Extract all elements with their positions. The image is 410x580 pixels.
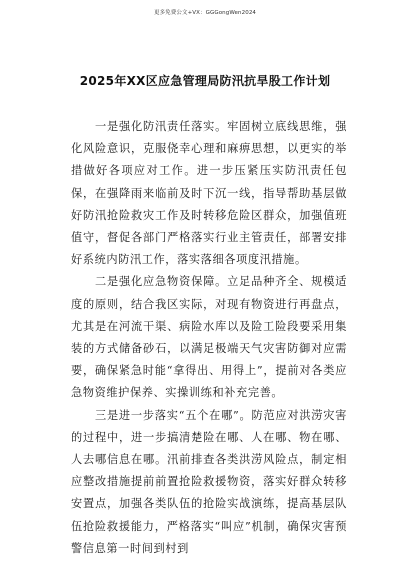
paragraph-3: 三是进一步落实“五个在哪”。防范应对洪涝灾害的过程中，进一步搞清楚险在哪、人在哪、物在哪、人去哪信息在哪。汛前排查各类洪涝风险点，制定相应整改措施提前前置抢险救援物资，落实好群众转移安置点，加强各类队伍的抢险实战演练，提高基层队伍抢险救援能力，严格落实“叫应”机制，确保灾害预警信息第一时间到村到: [71, 408, 347, 555]
paragraph-2: 二是强化应急物资保障。立足品种齐全、规模适度的原则，结合我区实际，对现有物资进行再盘点，尤其是在河流干渠、病险水库以及险工险段要采用集装的方式储备砂石，以满足极端天气灾害防御对应需要，确保紧急时能“拿得出、用得上”，提前对各类应急物资维护保养、实操训练和补充完善。: [71, 275, 347, 400]
top-banner: 更多免费公文+VX：GGGongWen2024: [153, 10, 257, 16]
document-body: [71, 116, 347, 560]
paragraph-1: 一是强化防汛责任落实。牢固树立底线思维，强化风险意识，克服侥幸心理和麻痹思想，以更实的举措做好各项应对工作。进一步压紧压实防汛责任包保，在强降雨来临前及时下沉一线，指导帮助基层做好防汛抢险救灾工作及时转移危险区群众，加强值班值守，督促各部门严格落实行业主管责任，部署安排好系统内防汛工作，落实落细各项度汛措施。: [71, 120, 347, 267]
document-title: 2025年XX区应急管理局防汛抗旱股工作计划: [79, 74, 331, 88]
